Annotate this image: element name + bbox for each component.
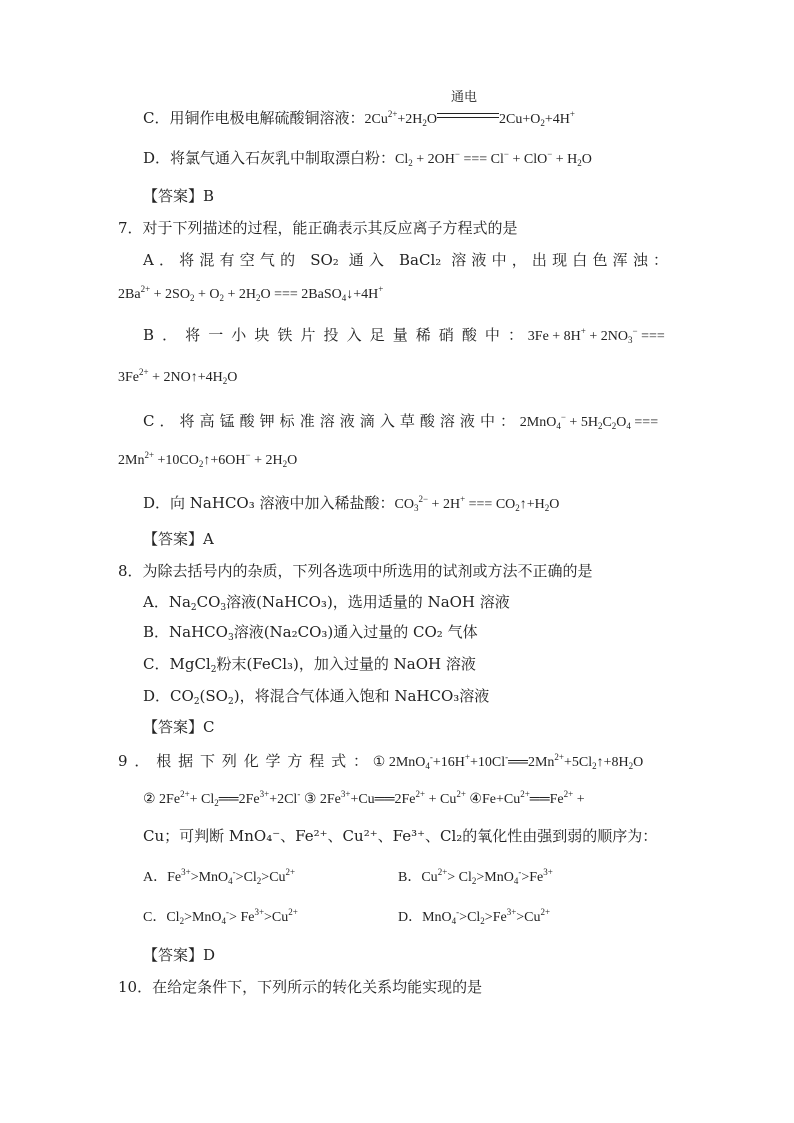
q8-stem: 8．为除去括号内的杂质，下列各选项中所选用的试剂或方法不正确的是 [118,562,593,580]
condition-label: 通电 [451,90,478,105]
q7-option-b-label: B．将一小块铁片投入足量稀硝酸中： [143,326,523,344]
q7-option-d-equation: $CO_3^{2-} + 2H^+$ === $CO_2↑+H_2O$ [394,494,560,513]
q9-line2: ② $2Fe^{2+}+$ $Cl_2══2Fe^{3+}+2Cl^-$ ③ $2Fe^{3+}+Cu══2Fe^{2+} + Cu^{2+}$ $④Fe+Cu^{2+}══Fe^{2+}$ + [143,789,585,808]
q9-option-c: C．$Cl_2>MnO_4^-> Fe^{3+}>Cu^{2+}$ [143,907,298,926]
q8-option-a-text: 溶液(NaHCO₃)，选用适量的 NaOH 溶液 [226,593,510,611]
q6-option-d [143,148,592,170]
q7-option-a-label: A．将混有空气的 SO₂ 通入 BaCl₂ 溶液中，出现白色浑浊： [143,251,668,269]
q9-line3: Cu；可判断 MnO₄⁻、Fe²⁺、Cu²⁺、Fe³⁺、Cl₂的氧化性由强到弱的顺序为： [143,827,658,845]
q7-option-a-equation: $2Ba^{2+} + 2SO_2 + O_2 + 2H_2O$ === 2BaSO$_4$↓+4H+ [118,284,384,303]
q9-answer: 【答案】D [143,946,216,964]
q9-line3-text: ；可判断 MnO₄⁻、Fe²⁺、Cu²⁺、Fe³⁺、Cl₂的氧化性由强到弱的顺序为： [164,827,658,845]
q7-option-b-equation-part2: $3Fe^{2+}$ + $2NO↑+4H_2O$ [118,367,238,386]
q9-stem: 9．根据下列化学方程式： [118,752,368,770]
q8-answer: 【答案】C [143,718,215,736]
q9-line1 [118,751,643,773]
electrolysis-condition [437,90,499,123]
q8-option-b: B．NaHCO$_3$溶液(Na₂CO₃)通入过量的 CO₂ 气体 [143,623,478,643]
q9-option-d: D．$MnO_4^->Cl_2>Fe^{3+}>Cu^{2+}$ [398,907,551,926]
q7-option-d-label: D．向 NaHCO₃ 溶液中加入稀盐酸： [143,494,395,512]
q6-option-d-label: D．将氯气通入石灰乳中制取漂白粉： [143,149,396,167]
q7-option-c-equation-part1: $2MnO_4^- + 5H_2C_2O_4$ === [519,412,659,431]
q8-option-d: D．$CO_2(SO_2)$，将混合气体通入饱和 NaHCO₃溶液 [143,687,490,707]
q9-option-a: A．$Fe^{3+}>MnO_4^->Cl_2>Cu^{2+}$ [143,867,296,886]
q8-option-d-text: ，将混合气体通入饱和 NaHCO₃溶液 [239,687,490,705]
q7-option-b [143,325,665,347]
q7-option-b-equation-part1: $3Fe + 8H^+ + 2NO_3^-$ === [527,326,665,345]
q7-option-c [143,411,658,433]
q8-option-a: A．$Na_2CO_3$溶液(NaHCO₃)，选用适量的 NaOH 溶液 [143,593,510,613]
q9-eq1: ① $2MnO_4^-+16H^++10Cl^-══2Mn^{2+}+5Cl_2↑+8H_2O$ [372,752,644,771]
q7-option-c-equation-part2: $2Mn^{2+}$ $+10CO_2↑+6OH^- + 2H_2O$ [118,450,298,469]
q8-option-c-text: 粉末(FeCl₃)，加入过量的 NaOH 溶液 [216,655,476,673]
q8-option-b-text: 溶液(Na₂CO₃)通入过量的 CO₂ 气体 [233,623,478,641]
q8-option-c: C．MgCl$_2$粉末(FeCl₃)，加入过量的 NaOH 溶液 [143,655,476,675]
q10-stem: 10．在给定条件下，下列所示的转化关系均能实现的是 [118,978,483,996]
q6-option-c-equation: $2Cu^{2+}+2H_2O$ 通电 $2Cu+O_2+4H^+$ [364,90,575,128]
q6-option-c-label: C．用铜作电极电解硫酸铜溶液： [143,109,365,127]
q6-option-d-equation: $Cl_2 + 2OH^-$ === $Cl^- + ClO^- + H_2O$ [395,149,592,168]
q6-answer: 【答案】B [143,187,215,205]
q9-option-b: B．$Cu^{2+}> Cl_2>MnO_4^->Fe^{3+}$ [398,867,553,886]
q7-answer: 【答案】A [143,530,214,548]
q7-option-c-label: C．将高锰酸钾标准溶液滴入草酸溶液中： [143,412,515,430]
q6-option-c [143,90,575,130]
q7-stem: 7．对于下列描述的过程，能正确表示其反应离子方程式的是 [118,219,518,237]
q7-option-d [143,493,559,515]
